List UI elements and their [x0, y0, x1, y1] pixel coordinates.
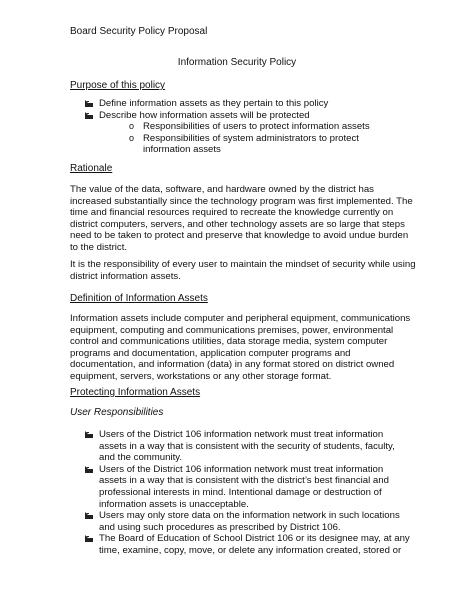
purpose-sublist: [99, 121, 405, 156]
protecting-heading: Protecting Information Assets: [70, 387, 201, 398]
paragraph-text: It is the responsibility of every user to maintain the mindset of security while using district information assets.: [70, 259, 416, 282]
user-responsibilities-subheading: User Responsibilities: [70, 407, 164, 418]
bullet-icon: [85, 99, 93, 107]
circle-bullet-icon: o: [129, 132, 135, 143]
paragraph-text: The value of the data, software, and hardware owned by the district has increased substantially since the technology program was first implemented. The time and financial resources required to recreate the knowledge currently on district computers, servers, and other technology assets are so large that steps need to be taken to protect and preserve that knowledge to avoid undue burden to the district.: [70, 184, 413, 253]
circle-bullet-icon: o: [129, 121, 135, 132]
rationale-paragraph-1: [70, 184, 416, 254]
bullet-icon: [85, 111, 93, 119]
document-header: Board Security Policy Proposal: [70, 26, 208, 37]
definition-paragraph: [70, 313, 416, 383]
purpose-subitem-text: Responsibilities of users to protect information assets: [143, 121, 370, 133]
bullet-icon: [85, 511, 93, 519]
bullet-icon: [85, 465, 93, 473]
list-item: [129, 121, 393, 133]
responsibility-text: Users of the District 106 information network must treat information assets in a way that is consistent with the security of students, faculty, and the community.: [99, 429, 395, 464]
list-item: [85, 510, 410, 533]
responsibility-text: The Board of Education of School District 106 or its designee may, at any time, examine, copy, move, or delete any information created, stored or: [99, 533, 410, 556]
rationale-heading: Rationale: [70, 163, 113, 174]
purpose-item-text: Describe how information assets will be protected: [99, 109, 310, 121]
document-title: Information Security Policy: [177, 57, 297, 68]
list-item: [85, 429, 410, 464]
purpose-subitem-text: Responsibilities of system administrators to protect information assets: [143, 132, 359, 156]
list-item: [85, 110, 405, 156]
list-item: [129, 133, 393, 156]
purpose-list: [85, 98, 405, 156]
list-item: [85, 464, 410, 510]
list-item: [85, 533, 410, 556]
purpose-item-text: Define information assets as they pertain to this policy: [99, 98, 329, 109]
list-item: [85, 98, 405, 110]
responsibility-text: Users may only store data on the information network in such locations and using such procedures as prescribed by District 106.: [99, 510, 400, 533]
bullet-icon: [85, 534, 93, 542]
paragraph-text: Information assets include computer and peripheral equipment, communications equipment, computing and communications premises, power, environmental control and communications utilities, data storage media, system computer programs and documentation, application computer programs and documentation, and information (data) in any format stored on district owned equipment, servers, workstations or any other storage format.: [70, 313, 411, 382]
responsibility-text: Users of the District 106 information network must treat information assets in a way that is consistent with the district’s best financial and professional interests in mind. Intentional damage or destruction of information assets is unacceptable.: [99, 463, 389, 510]
definition-heading: Definition of Information Assets: [70, 293, 208, 304]
rationale-paragraph-2: [70, 259, 416, 282]
user-responsibilities-list: [85, 429, 410, 557]
bullet-icon: [85, 430, 93, 438]
purpose-heading: Purpose of this policy: [70, 80, 166, 91]
